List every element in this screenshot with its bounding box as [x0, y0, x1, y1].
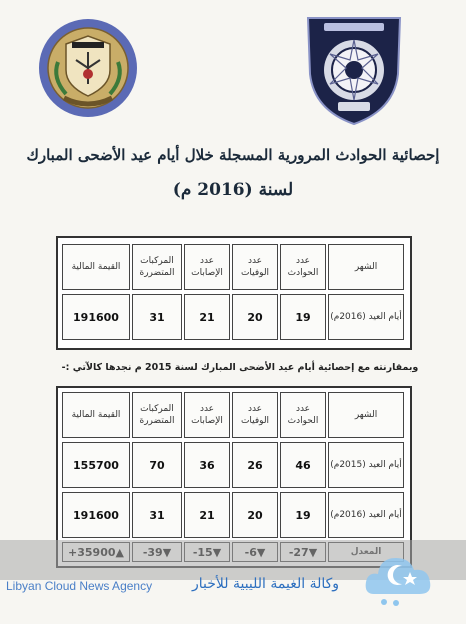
header-deaths: عدد الوفيات [232, 244, 278, 290]
row-2015-month: أيام العيد (2015م) [328, 442, 404, 488]
row-2016-value: 191600 [62, 492, 130, 538]
watermark-english: Libyan Cloud News Agency [6, 579, 153, 593]
header-injuries: عدد الإصابات [184, 392, 230, 438]
traffic-police-emblem-icon [36, 18, 140, 118]
row-2016-vehicles: 31 [132, 492, 182, 538]
header-value: القيمة المالية [62, 244, 130, 290]
comparison-note: وبمقارنته مع إحصائية أيام عيد الأضحى المبارك لسنة 2015 م نجدها كالآتي :- [61, 362, 419, 373]
row-2015-deaths: 26 [232, 442, 278, 488]
report-year: لسنة (2016 م) [172, 180, 294, 200]
agency-watermark [6, 576, 356, 598]
header-injuries: عدد الإصابات [184, 244, 230, 290]
row-2015-accidents: 46 [280, 442, 326, 488]
header-vehicles: المركبات المتضررة [132, 392, 182, 438]
header-month: الشهر [328, 392, 404, 438]
row-deaths: 20 [232, 294, 278, 340]
header-accidents: عدد الحوادث [280, 244, 326, 290]
row-2015-value: 155700 [62, 442, 130, 488]
header-deaths: عدد الوفيات [232, 392, 278, 438]
row-2016-deaths: 20 [232, 492, 278, 538]
row-vehicles: 31 [132, 294, 182, 340]
header-accidents: عدد الحوادث [280, 392, 326, 438]
row-2015-vehicles: 70 [132, 442, 182, 488]
watermark-arabic: وكالة الغيمة الليبية للأخبار [192, 576, 340, 592]
report-title: إحصائية الحوادث المرورية المسجلة خلال أيام عيد الأضحى المبارك [26, 146, 440, 164]
row-month: أيام العيد (2016م) [328, 294, 404, 340]
row-2016-injuries: 21 [184, 492, 230, 538]
header-month: الشهر [328, 244, 404, 290]
row-value: 191600 [62, 294, 130, 340]
statistics-table-2016 [56, 236, 412, 350]
row-injuries: 21 [184, 294, 230, 340]
cloud-logo-icon [362, 546, 436, 608]
header-vehicles: المركبات المتضررة [132, 244, 182, 290]
row-2016-accidents: 19 [280, 492, 326, 538]
ministry-of-interior-badge-icon [304, 14, 404, 126]
row-2015-injuries: 36 [184, 442, 230, 488]
row-accidents: 19 [280, 294, 326, 340]
header-value: القيمة المالية [62, 392, 130, 438]
row-2016-month: أيام العيد (2016م) [328, 492, 404, 538]
